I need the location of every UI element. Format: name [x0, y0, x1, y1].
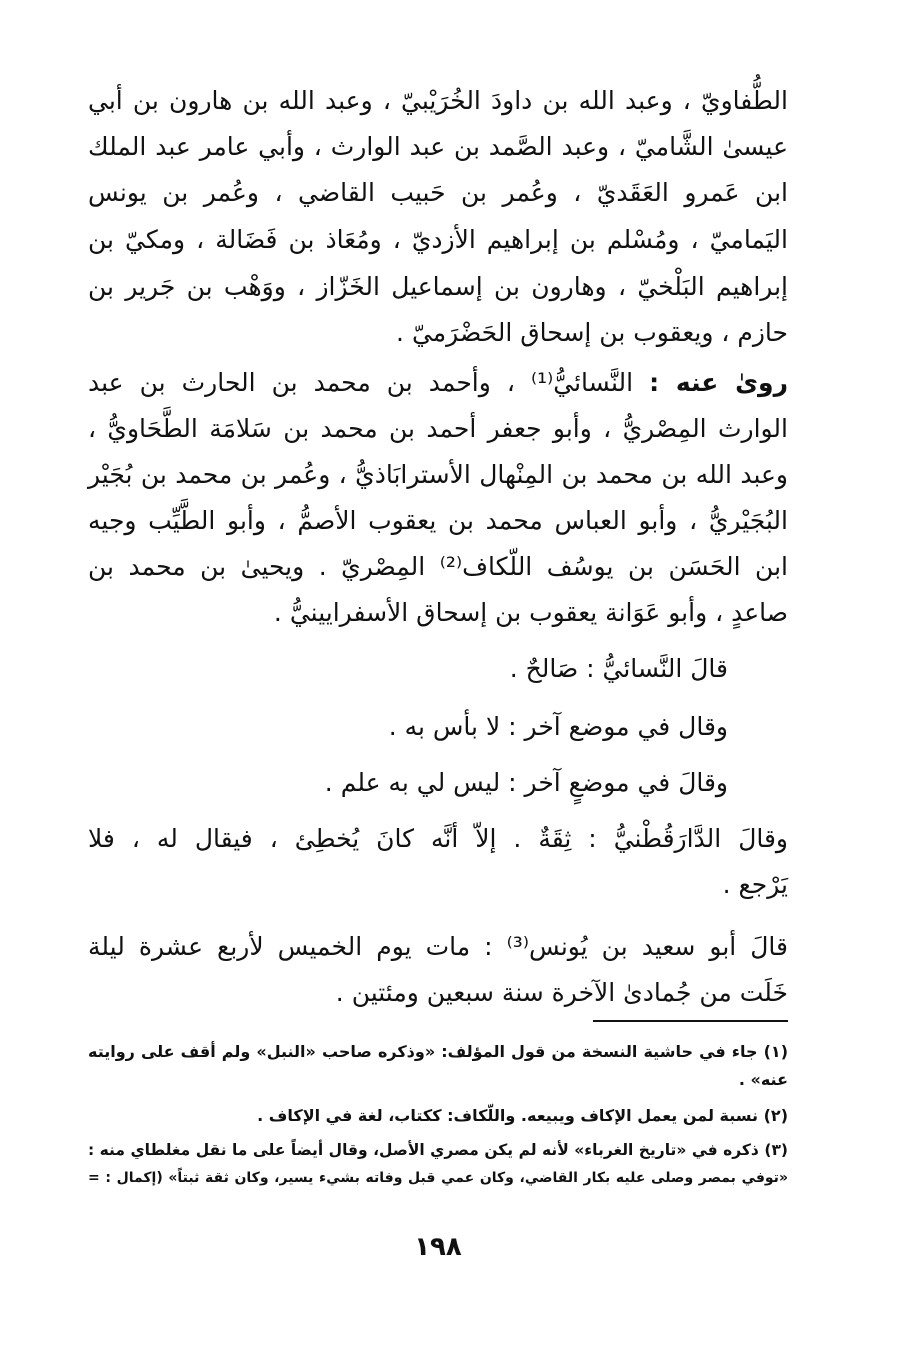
body-line-1: الطُّفاويّ ، وعبد الله بن داودَ الخُرَيْبيّ ، وعبد الله بن هارون بن أبي	[88, 86, 788, 115]
body-line-3: ابن عَمرو العَقَديّ ، وعُمر بن حَبيب القاضي ، وعُمر بن يونس	[88, 178, 788, 207]
quote-other-place-1: وقال في موضع آخر : لا بأس به .	[388, 712, 728, 741]
rawa-first-line	[88, 366, 788, 400]
rawa-line-6: صاعدٍ ، وأبو عَوَانة يعقوب بن إسحاق الأسفرايينيُّ .	[273, 598, 788, 627]
footnote-3-line-2: «توفي بمصر وصلى عليه بكار القاضي، وكان عمي قبل وفاته بشيء يسير، وكان ثقة ثبتاً» (إكمال : =	[88, 1170, 788, 1186]
death-line-1: قالَ أبو سعيد بن يُونس⁽³⁾ : مات يوم الخميس لأربع عشرة ليلة	[88, 932, 788, 961]
rawa-line-2: الوارث المِصْريُّ ، وأبو جعفر أحمد بن محمد بن سَلامَة الطَّحَاويُّ ،	[88, 414, 788, 443]
footnote-3-line-1: (٣) ذكره في «تاريخ الغرباء» لأنه لم يكن مصري الأصل، وقال أيضاً على ما نقل مغلطاي منه :	[88, 1141, 788, 1159]
rawa-first-text: النَّسائيُّ⁽¹⁾ ، وأحمد بن محمد بن الحارث بن عبد	[88, 368, 634, 397]
quote-other-place-2: وقالَ في موضعٍ آخر : ليس لي به علم .	[324, 768, 728, 797]
quote-nasai: قالَ النَّسائيُّ : صَالحٌ .	[509, 654, 728, 683]
footnote-2: (٢) نسبة لمن يعمل الإكاف ويبيعه. واللّكاف: ككتاب، لغة في الإكاف .	[257, 1106, 788, 1125]
footnote-1-line-1: (١) جاء في حاشية النسخة من قول المؤلف: «وذكره صاحب «النبل» ولم أقف على روايته	[88, 1042, 788, 1061]
rawa-line-5: ابن الحَسَن بن يوسُف اللّكاف⁽²⁾ المِصْريّ . ويحيىٰ بن محمد بن	[88, 552, 788, 581]
rawa-line-4: البُجَيْريُّ ، وأبو العباس محمد بن يعقوب الأصمُّ ، وأبو الطَّيِّب وجيه	[88, 506, 788, 535]
body-line-6: حازم ، ويعقوب بن إسحاق الحَضْرَميّ .	[396, 318, 788, 347]
body-line-4: اليَماميّ ، ومُسْلم بن إبراهيم الأزديّ ، ومُعَاذ بن فَضَالة ، ومكيّ بن	[88, 225, 788, 254]
body-line-2: عيسىٰ الشَّاميّ ، وعبد الصَّمد بن عبد الوارث ، وأبي عامر عبد الملك	[88, 132, 788, 161]
daraqutni-line-2: يَرْجع .	[722, 870, 788, 899]
rawa-line-3: وعبد الله بن محمد بن المِنْهال الأسترابَاذيُّ ، وعُمر بن محمد بن بُجَيْر	[88, 460, 788, 489]
daraqutni-line-1: وقالَ الدَّارَقُطْنيُّ : ثِقَةٌ . إلاّ أنَّه كانَ يُخطِئ ، فيقال له ، فلا	[88, 824, 788, 853]
rawa-label: روىٰ عنه :	[649, 368, 788, 397]
footnote-separator	[593, 1020, 788, 1022]
body-line-5: إبراهيم البَلْخيّ ، وهارون بن إسماعيل الخَزّاز ، ووَهْب بن جَرير بن	[88, 272, 788, 301]
page-number: ١٩٨	[414, 1232, 462, 1262]
footnote-1-line-2: عنه» .	[738, 1070, 788, 1089]
death-line-2: خَلَت من جُمادىٰ الآخرة سنة سبعين ومئتين .	[335, 978, 788, 1007]
book-page	[88, 0, 788, 1346]
